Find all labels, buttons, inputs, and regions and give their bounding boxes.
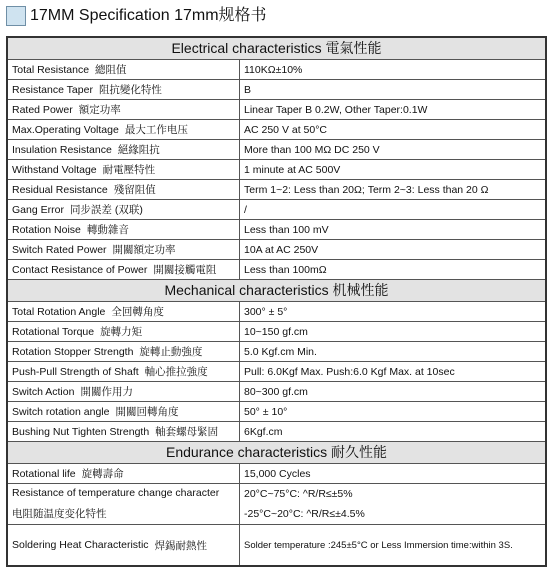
row-label: Soldering Heat Characteristic 焊錫耐熱性 xyxy=(8,525,240,565)
table-row xyxy=(8,180,545,200)
row-label: Bushing Nut Tighten Strength 軸套螺母緊固 xyxy=(8,422,240,441)
row-value: Solder temperature :245±5°C or Less Immersion time:within 3S. xyxy=(244,539,513,551)
row-label: Rotation Noise 轉動雜音 xyxy=(8,220,240,239)
table-row xyxy=(8,80,545,100)
row-value: 5.0 Kgf.cm Min. xyxy=(244,345,317,358)
section-header-electrical: Electrical characteristics 電氣性能 xyxy=(8,38,545,60)
row-label: Insulation Resistance 絕緣阻抗 xyxy=(8,140,240,159)
table-row xyxy=(8,240,545,260)
row-value: Term 1~2: Less than 20Ω; Term 2~3: Less than 20 Ω xyxy=(244,183,489,196)
row-label: Resistance of temperature change character 电阻随温度变化特性 xyxy=(8,484,240,524)
row-value: 20°C~75°C: ^R/R≤±5% -25°C~20°C: ^R/R≤±4.5% xyxy=(244,488,365,520)
row-value: 110KΩ±10% xyxy=(244,63,303,76)
row-label: Rotational Torque 旋轉力矩 xyxy=(8,322,240,341)
section-header-mechanical: Mechanical characteristics 机械性能 xyxy=(8,280,545,302)
row-value: 6Kgf.cm xyxy=(244,425,283,438)
table-row xyxy=(8,464,545,484)
row-label: Rated Power 額定功率 xyxy=(8,100,240,119)
table-row xyxy=(8,422,545,442)
table-row xyxy=(8,322,545,342)
row-label: Rotation Stopper Strength 旋轉止動強度 xyxy=(8,342,240,361)
table-row xyxy=(8,100,545,120)
table-row xyxy=(8,302,545,322)
row-value: B xyxy=(244,83,252,96)
table-row xyxy=(8,382,545,402)
table-row xyxy=(8,160,545,180)
row-value: 300° ± 5° xyxy=(244,305,288,318)
row-value: More than 100 MΩ DC 250 V xyxy=(244,143,380,156)
table-row xyxy=(8,120,545,140)
row-label: Gang Error 同步誤差 (双联) xyxy=(8,200,240,219)
row-label: Rotational life 旋轉壽命 xyxy=(8,464,240,483)
row-label: Contact Resistance of Power 開關接觸電阻 xyxy=(8,260,240,279)
row-value: Pull: 6.0Kgf Max. Push:6.0 Kgf Max. at 10sec xyxy=(244,365,455,378)
row-value: 10A at AC 250V xyxy=(244,243,319,256)
table-row xyxy=(8,60,545,80)
row-value: 10~150 gf.cm xyxy=(244,325,308,338)
row-value: / xyxy=(244,203,247,216)
row-label: Switch Rated Power 開關額定功率 xyxy=(8,240,240,259)
table-row xyxy=(8,220,545,240)
row-label: Residual Resistance 殘留阻值 xyxy=(8,180,240,199)
row-label: Withstand Voltage 耐電壓特性 xyxy=(8,160,240,179)
page-title: 17MM Specification 17mm规格书 xyxy=(30,7,267,24)
table-row xyxy=(8,484,545,525)
title-swatch xyxy=(6,6,26,26)
table-row xyxy=(8,260,545,280)
table-row xyxy=(8,200,545,220)
table-row xyxy=(8,525,545,565)
row-value: 15,000 Cycles xyxy=(244,467,311,480)
row-label: Push-Pull Strength of Shaft 軸心推拉強度 xyxy=(8,362,240,381)
row-value: 1 minute at AC 500V xyxy=(244,163,341,176)
row-value: Linear Taper B 0.2W, Other Taper:0.1W xyxy=(244,103,428,116)
table-row xyxy=(8,362,545,382)
spec-table xyxy=(6,36,547,567)
table-row xyxy=(8,140,545,160)
row-label: Total Rotation Angle 全回轉角度 xyxy=(8,302,240,321)
spec-header xyxy=(0,5,550,27)
table-row xyxy=(8,342,545,362)
row-label: Resistance Taper 阻抗變化特性 xyxy=(8,80,240,99)
row-value: 50° ± 10° xyxy=(244,405,288,418)
row-value: AC 250 V at 50°C xyxy=(244,123,327,136)
table-row xyxy=(8,402,545,422)
row-value: Less than 100 mV xyxy=(244,223,329,236)
row-label: Switch Action 開關作用力 xyxy=(8,382,240,401)
row-value: 80~300 gf.cm xyxy=(244,385,308,398)
row-label: Total Resistance 總阻值 xyxy=(8,60,240,79)
section-header-endurance: Endurance characteristics 耐久性能 xyxy=(8,442,545,464)
row-value: Less than 100mΩ xyxy=(244,263,327,276)
row-label: Switch rotation angle 開關回轉角度 xyxy=(8,402,240,421)
row-label: Max.Operating Voltage 最大工作电压 xyxy=(8,120,240,139)
